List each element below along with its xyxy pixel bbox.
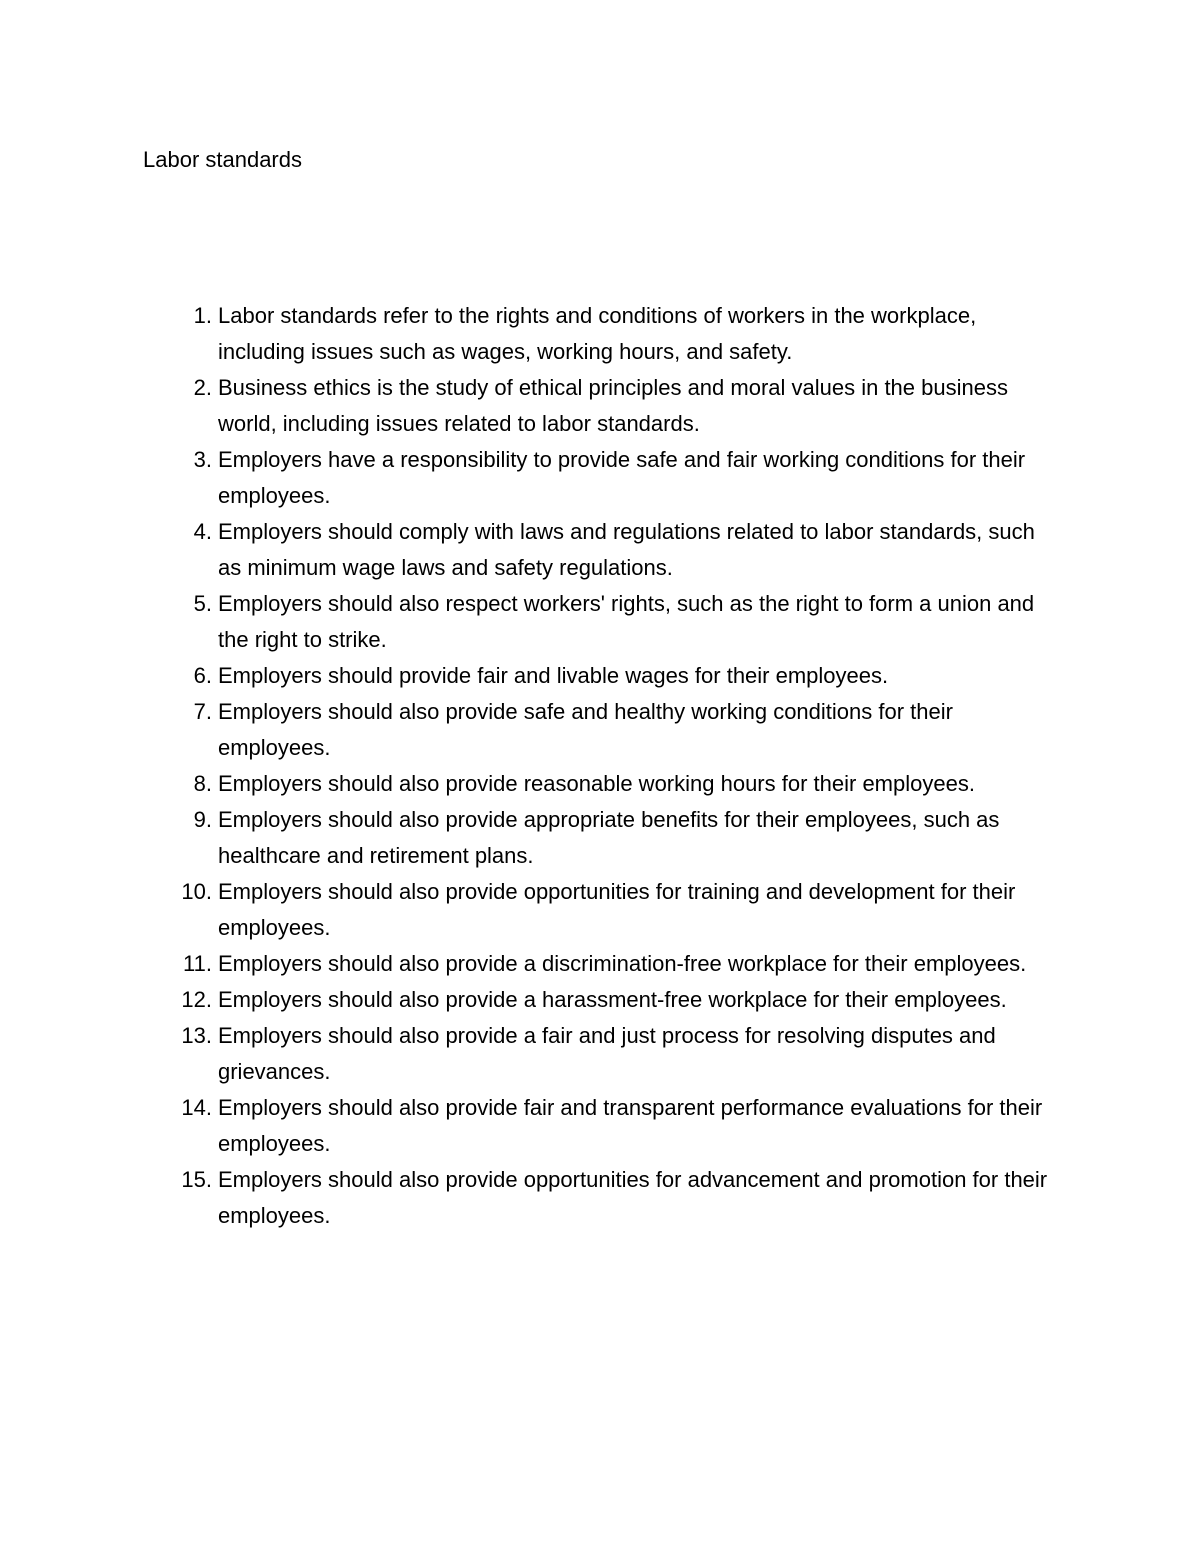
- list-item-number: 8.: [193, 771, 212, 796]
- list-item-text: Employers should also provide a fair and just process for resolving disputes and grievances.: [218, 1023, 996, 1084]
- list-item: [143, 766, 1063, 802]
- list-item-number: 14.: [181, 1095, 212, 1120]
- list-item-text: Employers should also provide a discrimination-free workplace for their employees.: [218, 951, 1027, 976]
- list-item-text: Business ethics is the study of ethical principles and moral values in the business world, including issues related to labor standards.: [218, 375, 1008, 436]
- list-item-number: 12.: [181, 987, 212, 1012]
- list-item-number: 15.: [181, 1167, 212, 1192]
- list-item-number: 13.: [181, 1023, 212, 1048]
- list-item: [143, 1018, 1063, 1090]
- list-item-text: Employers have a responsibility to provide safe and fair working conditions for their employees.: [218, 447, 1026, 508]
- list-item-number: 10.: [181, 879, 212, 904]
- list-item: [143, 694, 1063, 766]
- numbered-list: [143, 298, 1063, 1234]
- document-title: Labor standards: [143, 147, 302, 172]
- list-item: [143, 298, 1063, 370]
- list-item-text: Employers should also provide reasonable working hours for their employees.: [218, 771, 975, 796]
- list-item-number: 7.: [193, 699, 212, 724]
- list-item: [143, 874, 1063, 946]
- list-item: [143, 586, 1063, 658]
- list-item-number: 6.: [193, 663, 212, 688]
- list-item-text: Employers should also provide opportunities for training and development for their employees.: [218, 879, 1016, 940]
- list-item-number: 4.: [193, 519, 212, 544]
- list-item: [143, 514, 1063, 586]
- list-item-text: Employers should provide fair and livable wages for their employees.: [218, 663, 889, 688]
- list-item-number: 9.: [193, 807, 212, 832]
- list-item: [143, 442, 1063, 514]
- list-item-text: Labor standards refer to the rights and conditions of workers in the workplace, including issues such as wages, working hours, and safety.: [218, 303, 977, 364]
- list-item: [143, 1090, 1063, 1162]
- list-item-number: 2.: [193, 375, 212, 400]
- list-item: [143, 658, 1063, 694]
- list-item: [143, 946, 1063, 982]
- list-item-text: Employers should also provide opportunities for advancement and promotion for their employees.: [218, 1167, 1048, 1228]
- list-item-text: Employers should also provide safe and healthy working conditions for their employees.: [218, 699, 953, 760]
- list-item-number: 11.: [183, 951, 212, 976]
- list-item-number: 3.: [193, 447, 212, 472]
- list-item-text: Employers should also provide a harassment-free workplace for their employees.: [218, 987, 1007, 1012]
- list-item-text: Employers should also provide fair and transparent performance evaluations for their employees.: [218, 1095, 1043, 1156]
- list-item: [143, 370, 1063, 442]
- list-item-number: 5.: [193, 591, 212, 616]
- list-item-number: 1.: [193, 303, 212, 328]
- list-item: [143, 982, 1063, 1018]
- list-item: [143, 1162, 1063, 1234]
- list-item-text: Employers should also provide appropriate benefits for their employees, such as healthcare and retirement plans.: [218, 807, 1000, 868]
- list-item-text: Employers should comply with laws and regulations related to labor standards, such as minimum wage laws and safety regulations.: [218, 519, 1035, 580]
- list-item-text: Employers should also respect workers' rights, such as the right to form a union and the right to strike.: [218, 591, 1035, 652]
- list-item: [143, 802, 1063, 874]
